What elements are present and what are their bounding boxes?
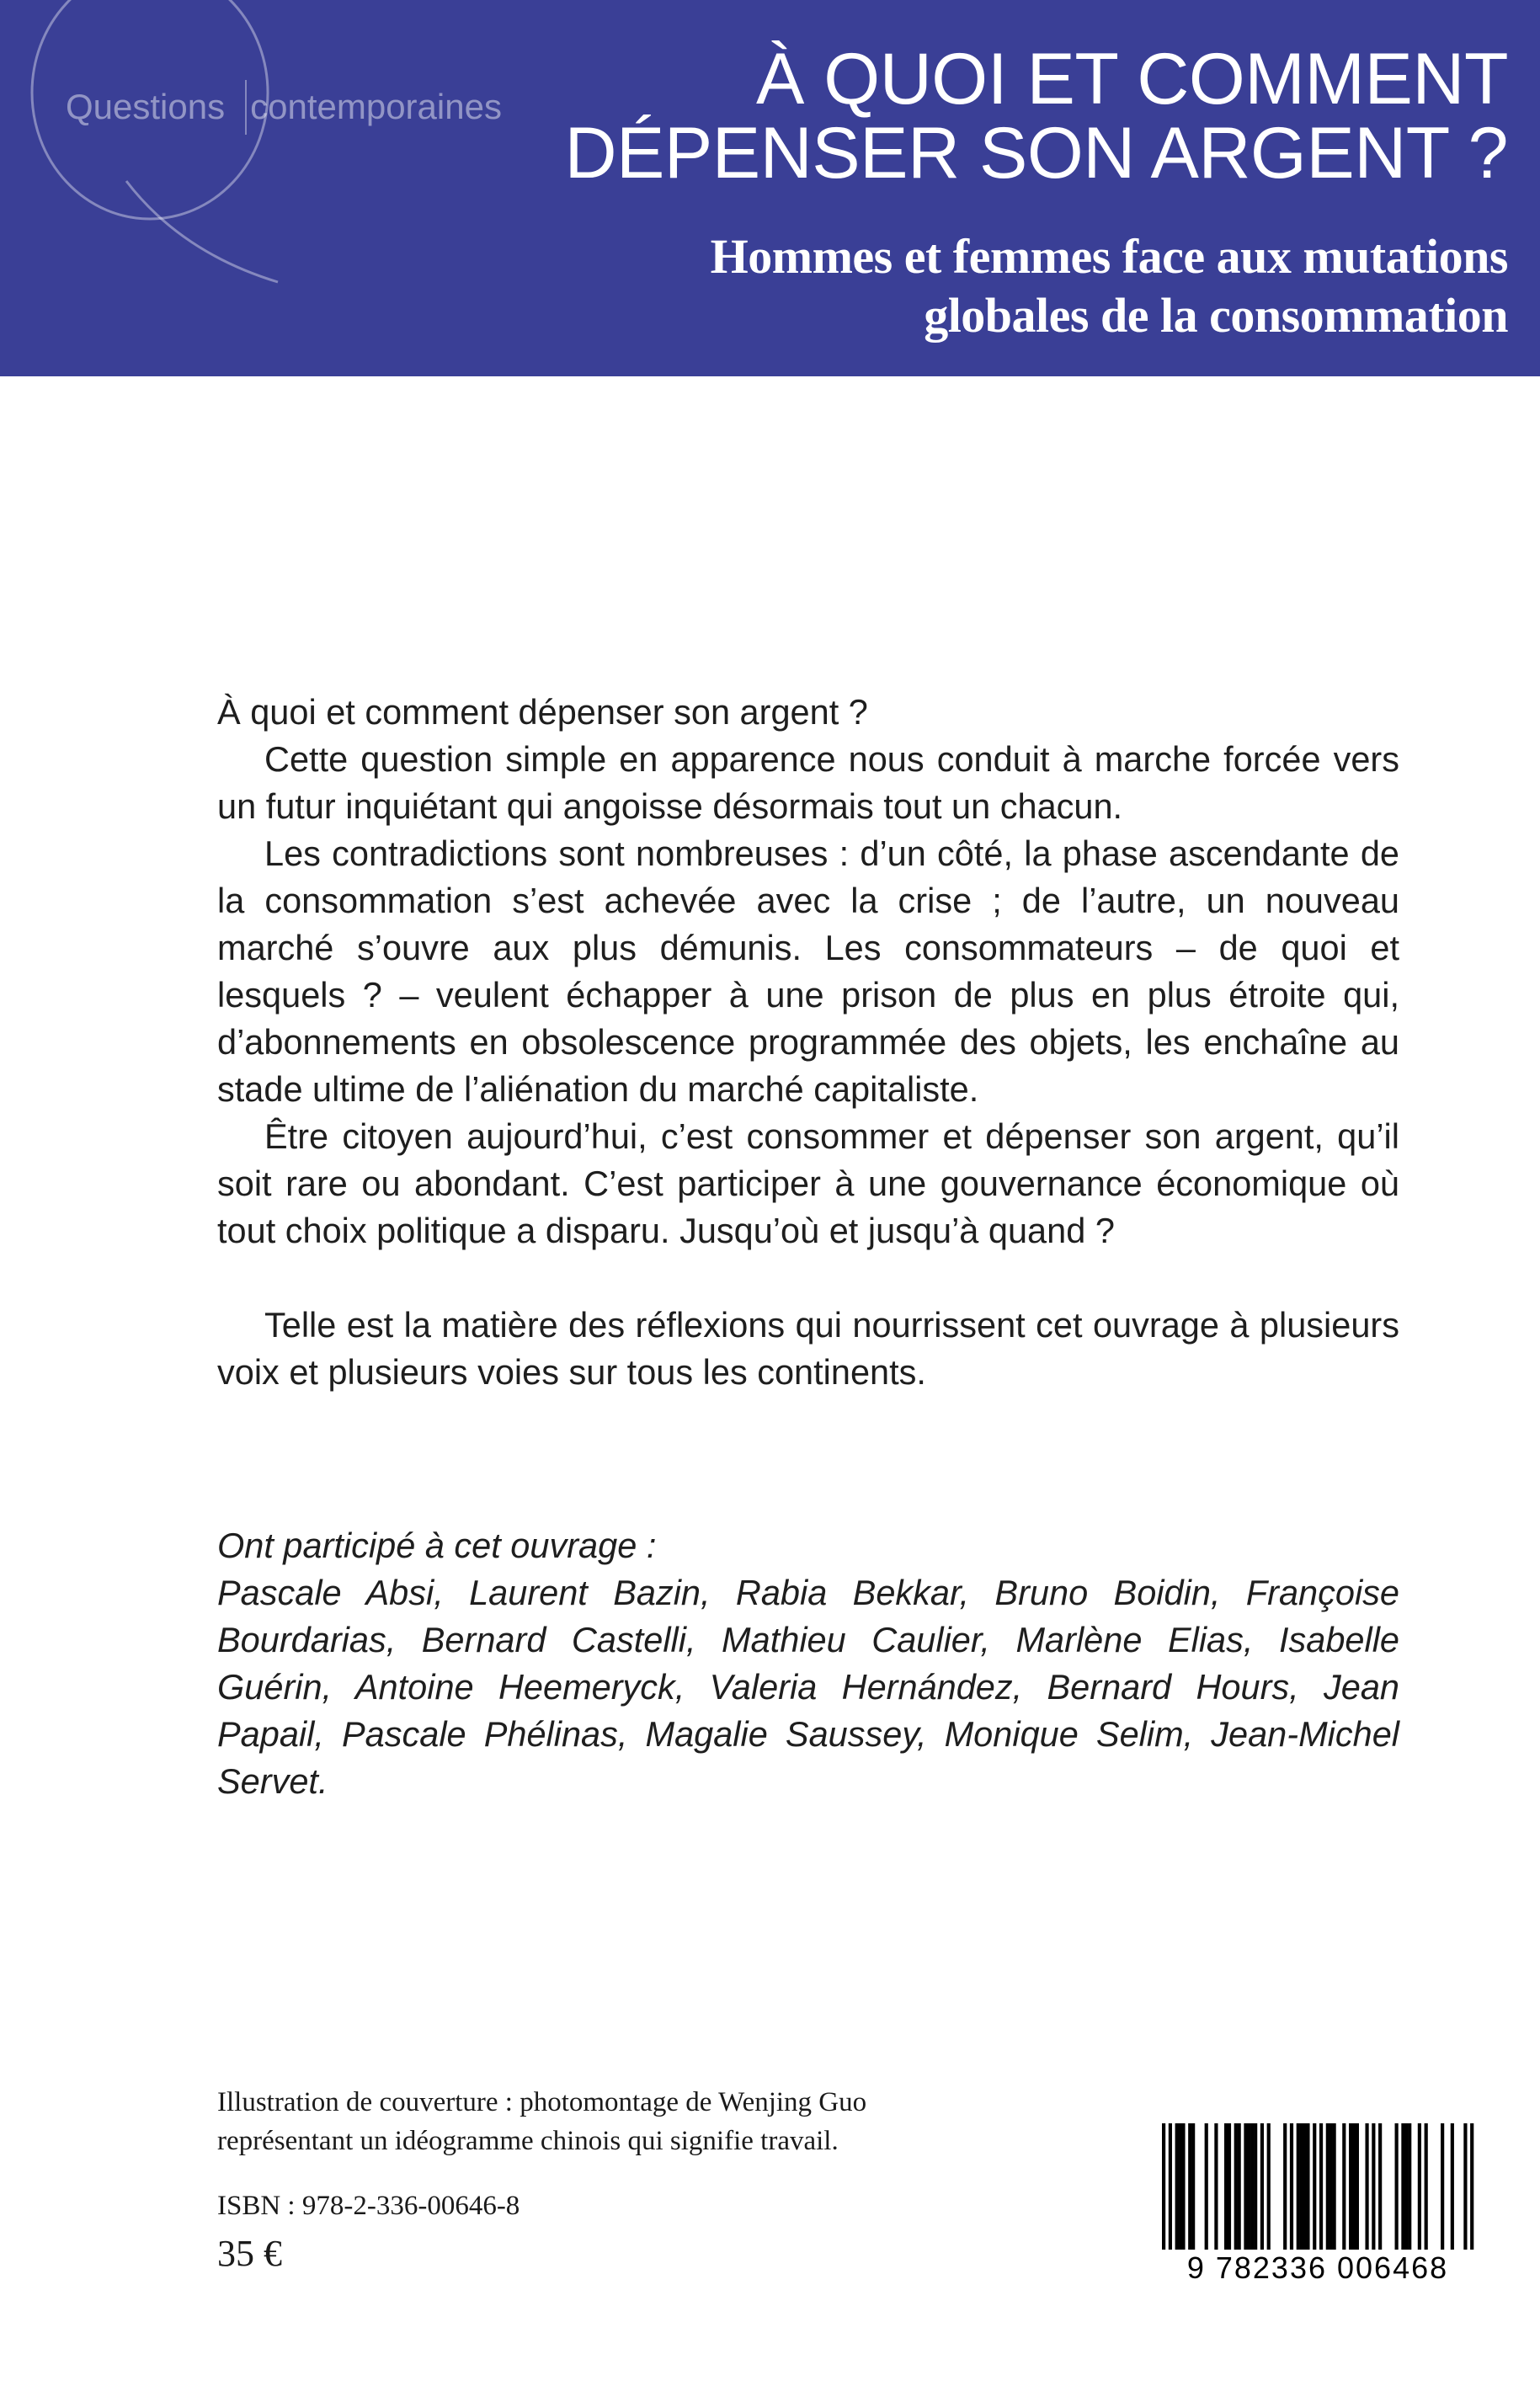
credit-line-1: Illustration de couverture : photomontage de Wenjing Guo [217,2087,867,2117]
barcode-bar [1470,2123,1473,2271]
q-logo-tail [126,181,278,282]
barcode-bar [1175,2123,1179,2250]
barcode-bar [1283,2123,1287,2250]
barcode-bar [1313,2123,1316,2271]
barcode-bar [1378,2123,1382,2250]
barcode-bar [1365,2123,1368,2250]
barcode-bar [1181,2123,1185,2250]
barcode-bar [1352,2123,1356,2250]
barcode-bar [1356,2123,1359,2250]
contributors [217,1522,1399,1805]
barcode-bar [1342,2123,1346,2250]
barcode-bar [1250,2123,1254,2250]
barcode-bar [1319,2123,1323,2271]
barcode-bar [1395,2123,1399,2250]
barcode-bar [1326,2123,1330,2250]
cover-illustration-credit [217,2083,975,2160]
header-band [0,0,1540,376]
barcode-bar [1290,2123,1293,2250]
contributors-names: Pascale Absi, Laurent Bazin, Rabia Bekkar, Bruno Boidin, Françoise Bourdarias, Bernard Castelli, Mathieu Caulier, Marlène Elias, Isabelle Guérin, Antoine Heemeryck, Valeria Hernández, Bernard Hours, Jean Papail, Pascale Phélinas, Magalie Saussey, Monique Selim, Jean-Michel Servet. [217,1573,1399,1801]
barcode-bar [1238,2123,1241,2250]
barcode-bar [1254,2123,1257,2250]
barcode-bar [1303,2123,1306,2250]
blurb-paragraph-4: Être citoyen aujourd’hui, c’est consommer et dépenser son argent, qu’il soit rare ou abondant. C’est participer à une gouvernance économique où tout choix politique a disparu. Jusqu’où et jusqu’à quand ? [217,1116,1399,1250]
credit-line-2: représentant un idéogramme chinois qui signifie travail. [217,2126,839,2156]
blurb [217,689,1399,1396]
barcode-bar [1214,2123,1218,2250]
barcode-bar [1162,2123,1165,2271]
book-subtitle [711,227,1508,345]
barcode-bar [1408,2123,1411,2250]
barcode-bar [1205,2123,1208,2250]
isbn: ISBN : 978-2-336-00646-8 [217,2191,520,2221]
barcode-bar [1300,2123,1303,2250]
barcode-bar [1441,2123,1444,2250]
barcode-bar [1451,2123,1454,2250]
barcode-bar [1191,2123,1195,2250]
contributors-heading: Ont participé à cet ouvrage : [217,1526,657,1565]
barcode-bar [1224,2123,1228,2250]
barcode-bar [1244,2123,1247,2250]
book-subtitle-line-1: Hommes et femmes face aux mutations [710,229,1508,284]
blurb-paragraph-5: Telle est la matière des réflexions qui nourrissent cet ouvrage à plusieurs voix et plusieurs voies sur tous les continents. [217,1305,1399,1392]
barcode-bar [1247,2123,1250,2250]
collection-word-2: contemporaines [250,87,502,126]
barcode-bar [1401,2123,1404,2250]
barcode-bar [1306,2123,1309,2250]
collection-word-1: Questions [66,87,226,126]
blurb-paragraph-1: À quoi et comment dépenser son argent ? [217,692,868,732]
book-subtitle-line-2: globales de la consommation [924,288,1508,343]
barcode-bar [1349,2123,1352,2250]
barcode-bar [1418,2123,1421,2250]
barcode-bar [1297,2123,1300,2250]
blurb-paragraph-2: Cette question simple en apparence nous conduit à marche forcée vers un futur inquiétant qui angoisse désormais tout un chacun. [217,739,1399,826]
collection-name [66,87,502,127]
barcode-bar [1404,2123,1408,2250]
barcode-bar [1188,2123,1191,2250]
book-title-line-2: DÉPENSER SON ARGENT ? [564,113,1508,194]
book-title [564,39,1508,194]
barcode-bar [1330,2123,1333,2250]
blurb-paragraph-3: Les contradictions sont nombreuses : d’un côté, la phase ascendante de la consommation s’est achevée avec la crise ; de l’autre, un nouveau marché s’ouvre aux plus démunis. Les consommateurs – de quoi et lesquels ? – veulent échapper à une prison de plus en plus étroite qui, d’abonnements en obsolescence programmée des objets, les enchaîne au stade ultime de l’aliénation du marché capitaliste. [217,834,1399,1109]
barcode-bar [1234,2123,1238,2250]
barcode-bar [1169,2123,1172,2271]
barcode-bar [1463,2123,1467,2271]
barcode-bar [1260,2123,1264,2250]
barcode-digits: 9 782336 006468 [1137,2250,1499,2287]
barcode-bar [1267,2123,1271,2250]
barcode-bar [1425,2123,1428,2250]
barcode-bar [1228,2123,1231,2250]
barcode-bar [1372,2123,1375,2250]
barcode-bar [1178,2123,1181,2250]
barcode-bar [1333,2123,1336,2250]
collection-q-logo [0,0,640,376]
book-title-line-1: À QUOI ET COMMENT [756,39,1508,120]
price: 35 € [217,2233,282,2274]
